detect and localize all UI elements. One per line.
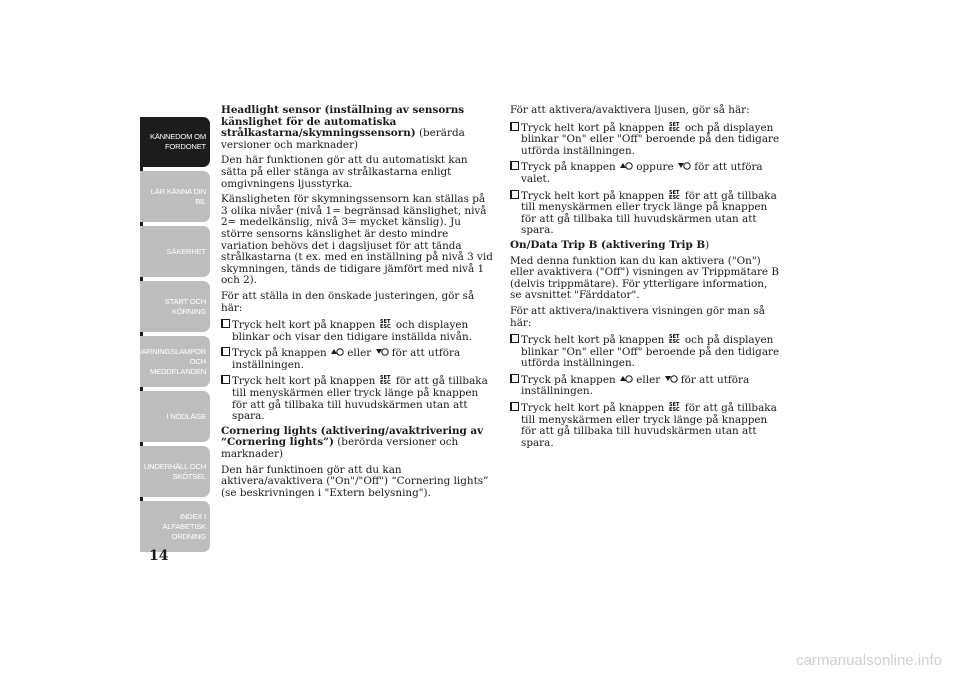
tab-sakerhet[interactable]: SÄKERHET [140, 226, 210, 277]
checkbox-bullet [510, 334, 519, 343]
svg-text:SET: SET [668, 334, 680, 341]
section-tabs [137, 117, 210, 556]
heading-trip-b: On/Data Trip B (aktivering Trip B) [510, 238, 710, 251]
up-plus-button-icon [619, 373, 633, 384]
list-item: Tryck helt kort på knappen SET ESC för att gå tillbaka till menyskärmen eller tryck länge på knappen för att gå tillbaka till huvudskärmen utan att spara. [221, 374, 493, 422]
paragraph: För att aktivera/inaktivera visningen gör man så här: [510, 304, 765, 329]
paragraph: Den här funktinoen gör att du kan aktivera/avaktivera ("On"/"Off") “Cornering lights” (se beskrivningen i "Extern belysning"). [221, 463, 489, 499]
paragraph: Den här funktionen gör att du automatiskt kan sätta på eller stänga av strålkastarna enligt omgivningens ljusstyrka. [221, 154, 468, 190]
tab-index[interactable]: INDEX I ALFABETISK ORDNING [140, 501, 210, 552]
page-number: 14 [149, 548, 169, 564]
set-esc-button-icon [668, 401, 682, 412]
checkbox-bullet [221, 319, 230, 328]
set-esc-button-icon [668, 121, 682, 132]
paragraph: Med denna funktion kan du kan aktivera ("On") eller avaktivera ("Off") visningen av Trippmätare B (delvis trippmätare). För ytterligare information, se avsnittet "Färddator". [510, 254, 780, 302]
svg-text:SET: SET [379, 375, 391, 382]
svg-text:ESC: ESC [668, 194, 680, 200]
set-esc-button-icon [668, 189, 682, 200]
down-minus-button-icon [664, 373, 678, 384]
svg-text:ESC: ESC [668, 339, 680, 345]
checkbox-bullet [510, 161, 519, 170]
checkbox-bullet [510, 402, 519, 411]
tab-start-korning[interactable]: START OCH KÖRNING [140, 281, 210, 332]
paragraph: Känsligheten för skymningssensorn kan ställas på 3 olika nivåer (nivå 1= begränsad känslighet, nivå 2= medelkänslig, nivå 3= mycket känslig). Ju större sensorns känslighet är desto mindre variation behövs det i dagsljuset för att tända strålkastarna (t ex. med en inställning på nivå 3 vid skymningen, tänds de tidigare jämfört med nivå 1 och 2). [221, 193, 493, 287]
set-esc-button-icon [379, 374, 393, 385]
tab-kannedom[interactable]: KÄNNEDOM OM FORDONET [140, 117, 210, 167]
list-item: Tryck på knappen oppure för att utföra valet. [510, 160, 782, 185]
checkbox-bullet [510, 190, 519, 199]
svg-text:SET: SET [379, 319, 391, 326]
tab-lar-kanna[interactable]: LÄR KÄNNA DIN BIL [140, 171, 210, 222]
down-minus-button-icon [375, 346, 389, 357]
svg-text:SET: SET [668, 189, 680, 196]
checkbox-bullet [221, 347, 230, 356]
set-esc-button-icon [668, 333, 682, 344]
svg-text:ESC: ESC [668, 407, 680, 413]
paragraph: För att aktivera/avaktivera ljusen, gör så här: [510, 104, 750, 116]
svg-text:ESC: ESC [668, 126, 680, 132]
list-item: Tryck helt kort på knappen SET ESC och på displayen blinkar "On" eller "Off" beroende på den tidigare utförda inställningen. [510, 333, 782, 370]
column-right [510, 105, 782, 452]
heading-cornering-lights: Cornering lights (aktivering/avaktrivering av “Cornering lights”) (berörda versioner och marknader) [221, 424, 484, 461]
up-plus-button-icon [330, 346, 344, 357]
heading-headlight-sensor: Headlight sensor (inställning av sensorns känslighet för de automatiska strålkastarna/skymningssensorn) (berärda versioner och marknader) [221, 104, 465, 151]
list-item: Tryck på knappen eller för att utföra inställningen. [510, 373, 782, 398]
svg-text:ESC: ESC [379, 324, 391, 330]
svg-text:SET: SET [668, 121, 680, 128]
set-esc-button-icon [379, 318, 393, 329]
down-minus-button-icon [677, 160, 691, 171]
list-item: Tryck på knappen eller för att utföra inställningen. [221, 346, 493, 371]
paragraph: För att ställa in den önskade justeringen, gör så här: [221, 289, 475, 314]
tab-underhall[interactable]: UNDERHÅLL OCH SKÖTSEL [140, 446, 210, 497]
list-item: Tryck helt kort på knappen SET ESC och på displayen blinkar "On" eller "Off" beroende på den tidigare utförda inställningen. [510, 121, 782, 158]
checkbox-bullet [510, 122, 519, 131]
up-plus-button-icon [619, 160, 633, 171]
list-item: Tryck helt kort på knappen SET ESC för att gå tillbaka till menyskärmen eller tryck länge på knappen för att gå tillbaka till huvudskärmen utan att spara. [510, 401, 782, 449]
checkbox-bullet [510, 374, 519, 383]
svg-text:ESC: ESC [379, 380, 391, 386]
list-item: Tryck helt kort på knappen SET ESC för att gå tillbaka till menyskärmen eller tryck länge på knappen för att gå tillbaka till huvudskärmen utan att spara. [510, 189, 782, 237]
tab-varningslampor[interactable]: VARNINGSLAMPOR OCH MEDDELANDEN [140, 336, 210, 387]
column-left [221, 105, 493, 503]
checkbox-bullet [221, 375, 230, 384]
tab-nodlage[interactable]: I NÖDLÄGE [140, 391, 210, 442]
list-item: Tryck helt kort på knappen SET ESC och displayen blinkar och visar den tidigare inställda nivån. [221, 318, 493, 343]
svg-text:SET: SET [668, 402, 680, 409]
watermark: carmanualsonline.info [796, 652, 942, 669]
